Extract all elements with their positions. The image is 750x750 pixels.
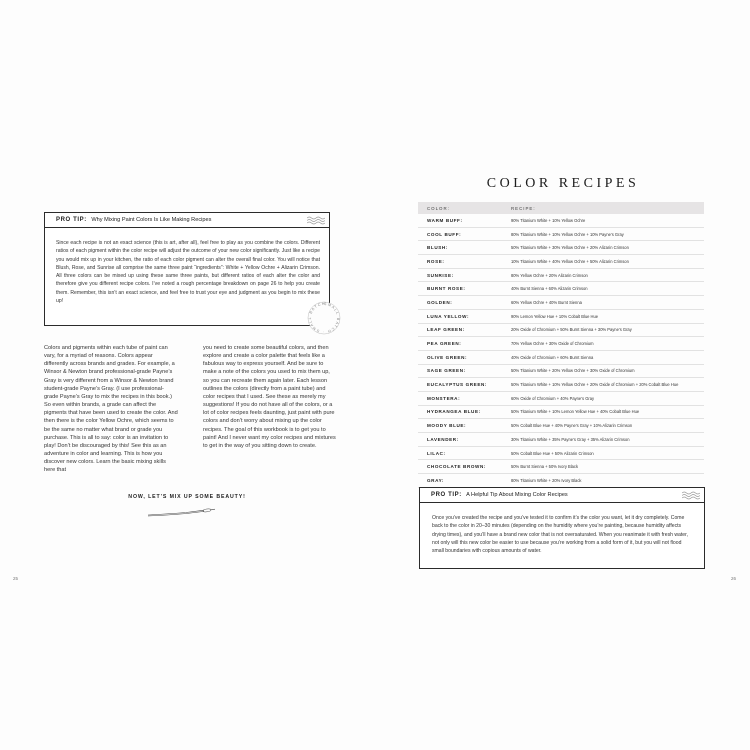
color-recipe: 90% Titanium White + 10% Yellow Ochre — [511, 217, 586, 223]
table-row — [418, 255, 704, 269]
color-name: MOODY BLUE: — [427, 423, 467, 429]
color-name: GRAY: — [427, 477, 445, 483]
table-row — [418, 406, 704, 420]
color-recipe: 50% Titanium White + 10% Yellow Ochre + 20% Oxide of Chromium + 20% Cobalt Blue Hue — [511, 382, 679, 388]
color-name: COOL BUFF: — [427, 231, 462, 237]
color-recipe: 60% Yellow Ochre + 40% Burnt Sienna — [511, 299, 582, 305]
header-recipe: RECIPE: — [511, 205, 536, 211]
color-recipe: 40% Burnt Sienna + 60% Alizarin Crimson — [511, 286, 588, 292]
color-recipe: 60% Oxide of Chromium + 40% Payne’s Gray — [511, 395, 595, 401]
table-row — [418, 214, 704, 228]
color-name: SUNRISE: — [427, 272, 454, 278]
color-recipe: 90% Lemon Yellow Hue + 10% Cobalt Blue Hue — [511, 313, 599, 319]
table-row — [418, 269, 704, 283]
pro-tip-box-recipes — [44, 212, 330, 326]
table-row — [418, 337, 704, 351]
table-row — [418, 296, 704, 310]
color-name: BLUSH: — [427, 245, 448, 251]
pro-tip-heading: A Helpful Tip About Mixing Color Recipes — [466, 492, 568, 498]
pro-tip-heading: Why Mixing Paint Colors Is Like Making Recipes — [91, 217, 212, 223]
color-recipe: 70% Yellow Ochre + 30% Oxide of Chromium — [511, 341, 594, 347]
color-recipe: 50% Titanium White + 10% Lemon Yellow Hue + 40% Cobalt Blue Hue — [511, 409, 640, 415]
color-name: ROSE: — [427, 258, 445, 264]
color-name: OLIVE GREEN: — [427, 354, 468, 360]
paintbrush-icon — [146, 506, 216, 520]
table-row — [418, 433, 704, 447]
color-name: LILAC: — [427, 450, 446, 456]
page-number-left: 25 — [13, 576, 19, 581]
pro-tip-body: Once you’ve created the recipe and you’ve tested it to confirm it’s the color you want, let it dry completely. Come back to the color in 20–30 minutes (depending on the humidity where you’re painting, because humidity affects drying times), and you’ll have a brand new color that is not oversaturated. When you reanimate it with fresh water, not only will this new color be easier to use because you’re working from a solid form of it, but you will not flood small boundaries with copious amounts of water. — [432, 515, 688, 555]
color-name: LEAF GREEN: — [427, 327, 465, 333]
color-name: LAVENDER: — [427, 436, 459, 442]
table-row — [418, 310, 704, 324]
header-color: COLOR: — [427, 205, 450, 211]
table-row — [418, 241, 704, 255]
pro-tip-box-mixing — [419, 487, 705, 569]
color-recipe: 50% Titanium White + 20% Yellow Ochre + 30% Oxide of Chromium — [511, 368, 635, 374]
small-batch-stamp-icon — [306, 300, 342, 336]
color-recipe: 80% Titanium White + 20% Ivory Black — [511, 477, 582, 483]
color-name: BURNT ROSE: — [427, 286, 466, 292]
color-recipe: 50% Cobalt Blue Hue + 50% Alizarin Crimson — [511, 450, 594, 456]
body-column-left: Colors and pigments within each tube of paint can vary, for a myriad of reasons. Colors appear differently across brands and grades. For example, a Winsor & Newton brand professional-grade Payne’s Gray is very different from a Winsor & Newton brand student-grade Payne’s Gray. (I use professional-grade Payne’s Gray to mix the recipes in this book.) So even within brands, a grade can affect the pigments that have been used to create the color. And then there is the color Yellow Ochre, which seems to be the same no matter what brand or grade you purchase. This is all to say: color is an invitation to play! Don’t be discouraged by this! See this as an adventure in color and learning. This is how you discover new colors. Learn the basic mixing skills here that — [44, 345, 178, 474]
color-name: HYDRANGEA BLUE: — [427, 409, 481, 415]
wave-lines-icon — [682, 491, 700, 500]
color-name: MONSTERA: — [427, 395, 461, 401]
color-recipe: 20% Oxide of Chromium + 50% Burnt Sienna + 30% Payne’s Gray — [511, 327, 632, 333]
color-recipe: 50% Burnt Sienna + 50% Ivory Black — [511, 464, 579, 470]
wave-lines-icon — [307, 216, 325, 225]
color-name: SAGE GREEN: — [427, 368, 466, 374]
page-number-right: 26 — [731, 576, 737, 581]
pro-tip-header — [420, 488, 704, 503]
table-row — [418, 392, 704, 406]
color-name: GOLDEN: — [427, 299, 453, 305]
table-row — [418, 474, 704, 488]
pro-tip-label: PRO TIP: — [431, 492, 462, 498]
pro-tip-header — [45, 213, 329, 228]
color-recipe: 30% Titanium White + 35% Payne’s Gray + 35% Alizarin Crimson — [511, 436, 630, 442]
color-name: LUNA YELLOW: — [427, 313, 470, 319]
table-row — [418, 228, 704, 242]
table-row — [418, 282, 704, 296]
table-row — [418, 378, 704, 392]
pro-tip-body: Since each recipe is not an exact science (this is art, after all), feel free to play as you combine the colors. Different ratios of each pigment within the color recipe will adjust the outcome of your new color significantly. Just like a recipe you would mix up in your kitchen, the ratio of each color pigment can alter the overall final color. You will notice that Blush, Rose, and Sunrise all comprise the same three paint “ingredients”: White + Yellow Ochre + Alizarin Crimson. All three colors can be mixed up using these same three paints, but different ratios of each alter the color and therefore give you different recipe colors. I’ve noted a rough percentage breakdown on page 26 to help you create them. Remember, this isn’t an exact science, and feel free to trust your eye and judgment as you begin to mix these up! — [56, 240, 320, 305]
page-title: COLOR RECIPES — [486, 176, 640, 191]
color-recipe: 80% Yellow Ochre + 20% Alizarin Crimson — [511, 272, 588, 278]
color-recipe: 50% Titanium White + 30% Yellow Ochre + 20% Alizarin Crimson — [511, 245, 629, 251]
svg-text:SMALL BATCH · SMALL BATCH ·: SMALL BATCH · SMALL BATCH — [307, 301, 341, 335]
color-name: CHOCOLATE BROWN: — [427, 464, 487, 470]
table-row — [418, 365, 704, 379]
pro-tip-label: PRO TIP: — [56, 217, 87, 223]
color-name: WARM BUFF: — [427, 217, 463, 223]
table-row — [418, 447, 704, 461]
table-row — [418, 351, 704, 365]
color-recipes-table — [418, 202, 704, 488]
table-row — [418, 419, 704, 433]
color-recipe: 80% Titanium White + 10% Yellow Ochre + 10% Payne’s Gray — [511, 231, 624, 237]
body-column-right: you need to create some beautiful colors, and then explore and create a color palette that feels like a fabulous way to express yourself. And be sure to make a note of the colors you used to mix them up, so you can recreate them again later. Each lesson outlines the colors (directly from a paint tube) and color recipes that I used. See these as merely my suggestions! If you do not have all of the colors, or a lot of color recipes feels daunting, just paint with pure colors and don’t worry about mixing up the color recipes. The goal of this workbook is to get you to paint! And I never want my color recipes and mixtures to get in the way of you sitting down to create. — [203, 345, 336, 449]
color-name: EUCALYPTUS GREEN: — [427, 382, 488, 388]
color-recipe: 50% Cobalt Blue Hue + 40% Payne’s Gray + 10% Alizarin Crimson — [511, 423, 633, 429]
color-name: PEA GREEN: — [427, 341, 462, 347]
table-row — [418, 324, 704, 338]
mix-up-callout: NOW, LET’S MIX UP SOME BEAUTY! — [128, 494, 246, 500]
table-header — [418, 202, 704, 214]
table-row — [418, 460, 704, 474]
color-recipe: 40% Oxide of Chromium + 60% Burnt Sienna — [511, 354, 594, 360]
color-recipe: 10% Titanium White + 40% Yellow Ochre + 50% Alizarin Crimson — [511, 258, 629, 264]
